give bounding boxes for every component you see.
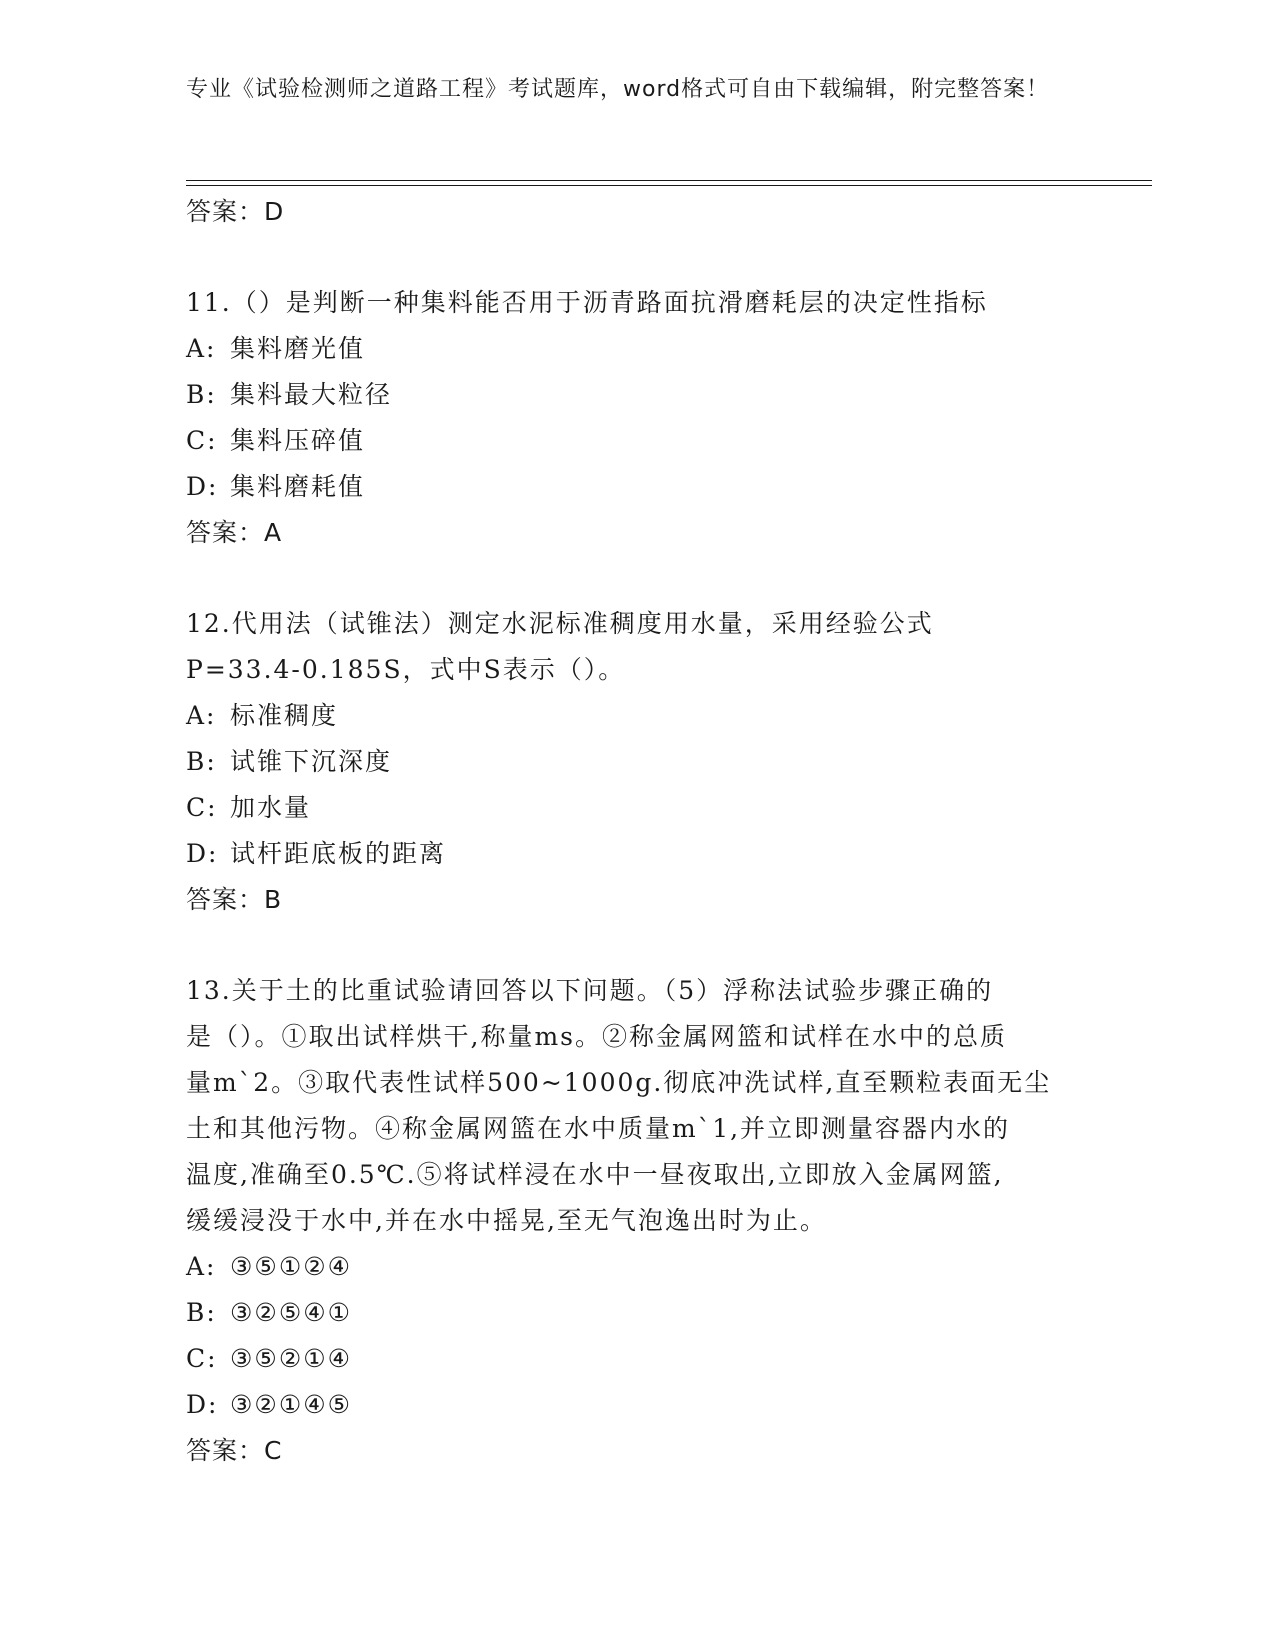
option-a xyxy=(186,693,1086,739)
answer-line: 答案：A xyxy=(186,518,283,547)
question-block xyxy=(186,280,1086,556)
question-text: 温度,准确至0.5℃.⑤将试样浸在水中一昼夜取出,立即放入金属网篮, xyxy=(186,1160,1004,1189)
option-text: 加水量 xyxy=(230,793,312,822)
option-b xyxy=(186,1290,1086,1336)
option-b xyxy=(186,372,1086,418)
question-text: P=33.4-0.185S，式中S表示（）。 xyxy=(186,655,626,684)
option-key: C: xyxy=(186,793,218,822)
header-rule-bottom xyxy=(186,185,1152,186)
option-key: C: xyxy=(186,426,218,455)
option-text: ③②⑤④① xyxy=(230,1298,353,1327)
option-text: 试锥下沉深度 xyxy=(230,747,393,776)
question-text: 土和其他污物。④称金属网篮在水中质量m`1,并立即测量容器内水的 xyxy=(186,1114,1011,1143)
option-c xyxy=(186,785,1086,831)
answer-line: 答案：B xyxy=(186,885,283,914)
option-a xyxy=(186,1244,1086,1290)
option-key: C: xyxy=(186,1344,218,1373)
option-text: 集料磨耗值 xyxy=(230,472,366,501)
option-a xyxy=(186,326,1086,372)
option-key: D: xyxy=(186,1390,219,1419)
option-d xyxy=(186,464,1086,510)
answer-line: 答案：C xyxy=(186,1436,283,1465)
question-text: 量m`2。③取代表性试样500~1000g.彻底冲洗试样,直至颗粒表面无尘 xyxy=(186,1068,1052,1097)
document-header: 专业《试验检测师之道路工程》考试题库，word格式可自由下载编辑，附完整答案！ xyxy=(186,77,1050,102)
question-text: 是（）。①取出试样烘干,称量ms。②称金属网篮和试样在水中的总质 xyxy=(186,1022,1007,1051)
option-key: D: xyxy=(186,472,219,501)
option-text: 集料最大粒径 xyxy=(230,380,393,409)
option-text: ③⑤①②④ xyxy=(230,1252,353,1281)
option-key: B: xyxy=(186,1298,217,1327)
option-key: A: xyxy=(186,1252,217,1281)
option-text: 标准稠度 xyxy=(230,701,339,730)
option-text: ③②①④⑤ xyxy=(230,1390,353,1419)
question-block xyxy=(186,601,1086,923)
question-text: 13.关于土的比重试验请回答以下问题。（5）浮称法试验步骤正确的 xyxy=(186,976,994,1005)
question-block xyxy=(186,968,1086,1474)
option-text: 集料压碎值 xyxy=(230,426,366,455)
option-d xyxy=(186,1382,1086,1428)
option-text: 试杆距底板的距离 xyxy=(230,839,447,868)
option-c xyxy=(186,1336,1086,1382)
option-d xyxy=(186,831,1086,877)
option-key: A: xyxy=(186,701,217,730)
question-text: 12.代用法（试锥法）测定水泥标准稠度用水量，采用经验公式 xyxy=(186,609,934,638)
option-b xyxy=(186,739,1086,785)
question-text: 11.（）是判断一种集料能否用于沥青路面抗滑磨耗层的决定性指标 xyxy=(186,288,988,317)
option-key: B: xyxy=(186,747,217,776)
question-list xyxy=(186,189,1086,1474)
option-text: ③⑤②①④ xyxy=(230,1344,353,1373)
option-text: 集料磨光值 xyxy=(230,334,366,363)
answer-line: 答案：D xyxy=(186,197,285,226)
option-key: A: xyxy=(186,334,217,363)
question-text: 缓缓浸没于水中,并在水中摇晃,至无气泡逸出时为止。 xyxy=(186,1206,827,1235)
header-rule-top xyxy=(186,180,1152,181)
option-key: B: xyxy=(186,380,217,409)
option-key: D: xyxy=(186,839,219,868)
option-c xyxy=(186,418,1086,464)
